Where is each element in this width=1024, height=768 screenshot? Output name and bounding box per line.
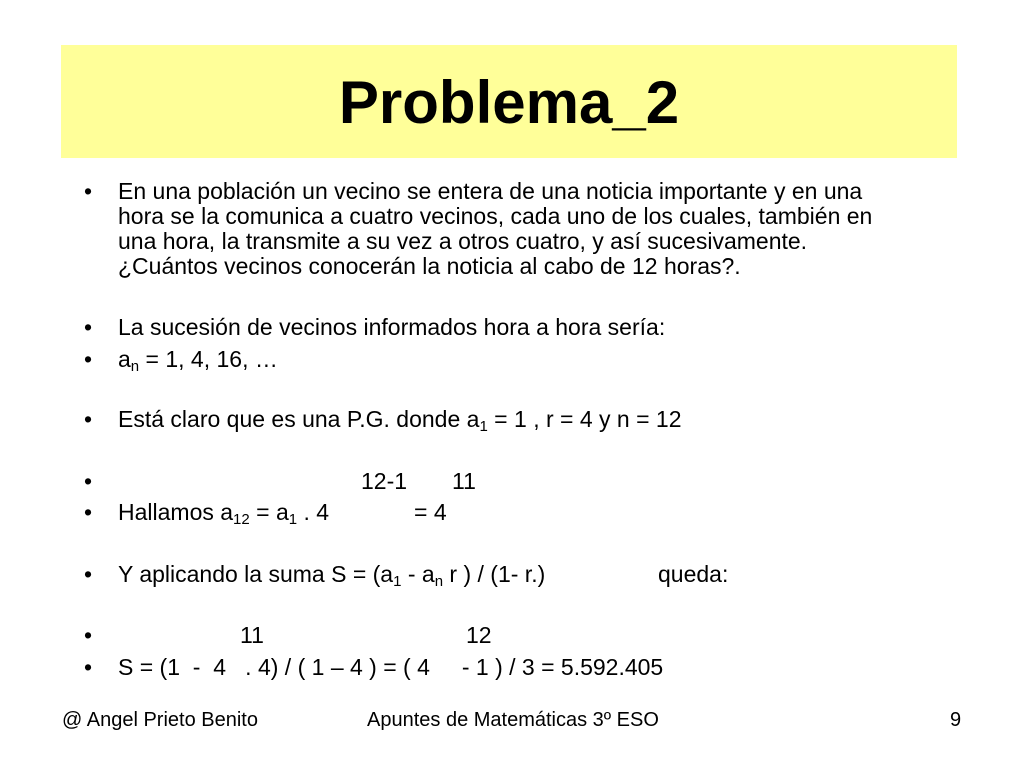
slide-title: Problema_2: [338, 68, 680, 136]
suma-sub-n: n: [434, 573, 444, 590]
sequence-intro-text: La sucesión de vecinos informados hora a hora sería:: [118, 314, 666, 340]
bullet: •: [84, 406, 93, 432]
hallamos-text: Hallamos a: [118, 499, 234, 525]
bullet: •: [84, 561, 93, 587]
bullet: •: [84, 468, 93, 494]
problem-line-2: hora se la comunica a cuatro vecinos, cada uno de los cuales, también en: [118, 203, 873, 229]
pg-sub: 1: [479, 418, 488, 435]
bullet: •: [84, 499, 93, 525]
suma-sub-1: 1: [393, 573, 402, 590]
final-formula: S = (1 - 4 . 4) / ( 1 – 4 ) = ( 4 - 1 ) / 3 = 5.592.405: [118, 654, 664, 680]
footer-page-number: 9: [950, 709, 962, 731]
exponent-12-1: 12-1: [361, 468, 408, 494]
hallamos-sub-1: 1: [288, 511, 298, 528]
suma-text: Y aplicando la suma S = (a: [118, 561, 394, 587]
problem-text: [118, 179, 872, 279]
exponent-11-b: 11: [240, 622, 264, 648]
suma-formula: [118, 561, 546, 590]
footer-author: @ Angel Prieto Benito: [62, 709, 258, 731]
sequence-formula: [118, 346, 278, 375]
pg-params: = 1 , r = 4 y n = 12: [487, 406, 682, 432]
hallamos-mid: = a: [249, 499, 289, 525]
sequence-values: = 1, 4, 16, …: [139, 346, 278, 372]
bullet: •: [84, 622, 93, 648]
pg-statement: [118, 406, 682, 435]
problem-line-1: En una población un vecino se entera de una noticia importante y en una: [118, 178, 863, 204]
hallamos-rest: . 4: [297, 499, 330, 525]
suma-rest: r ) / (1- r.): [443, 561, 546, 587]
bullet: •: [84, 314, 93, 340]
hallamos-result: = 4: [414, 499, 447, 525]
pg-text: Está claro que es una P.G. donde a: [118, 406, 480, 432]
suma-mid: - a: [401, 561, 435, 587]
problem-line-3: una hora, la transmite a su vez a otros cuatro, y así sucesivamente.: [118, 228, 808, 254]
exponent-11: 11: [452, 468, 476, 494]
hallamos-sub-12: 12: [233, 511, 250, 528]
bullet: •: [84, 654, 93, 680]
problem-line-4: ¿Cuántos vecinos conocerán la noticia al cabo de 12 horas?.: [118, 253, 741, 279]
exponent-12: 12: [466, 622, 492, 648]
title-bar: [61, 45, 957, 158]
sequence-sub: n: [130, 358, 140, 375]
bullet: •: [84, 346, 93, 372]
sequence-var: a: [118, 346, 131, 372]
hallamos-formula: [118, 499, 330, 528]
bullet: •: [84, 178, 93, 204]
suma-tail: queda:: [658, 561, 729, 587]
footer-course: Apuntes de Matemáticas 3º ESO: [367, 709, 659, 731]
